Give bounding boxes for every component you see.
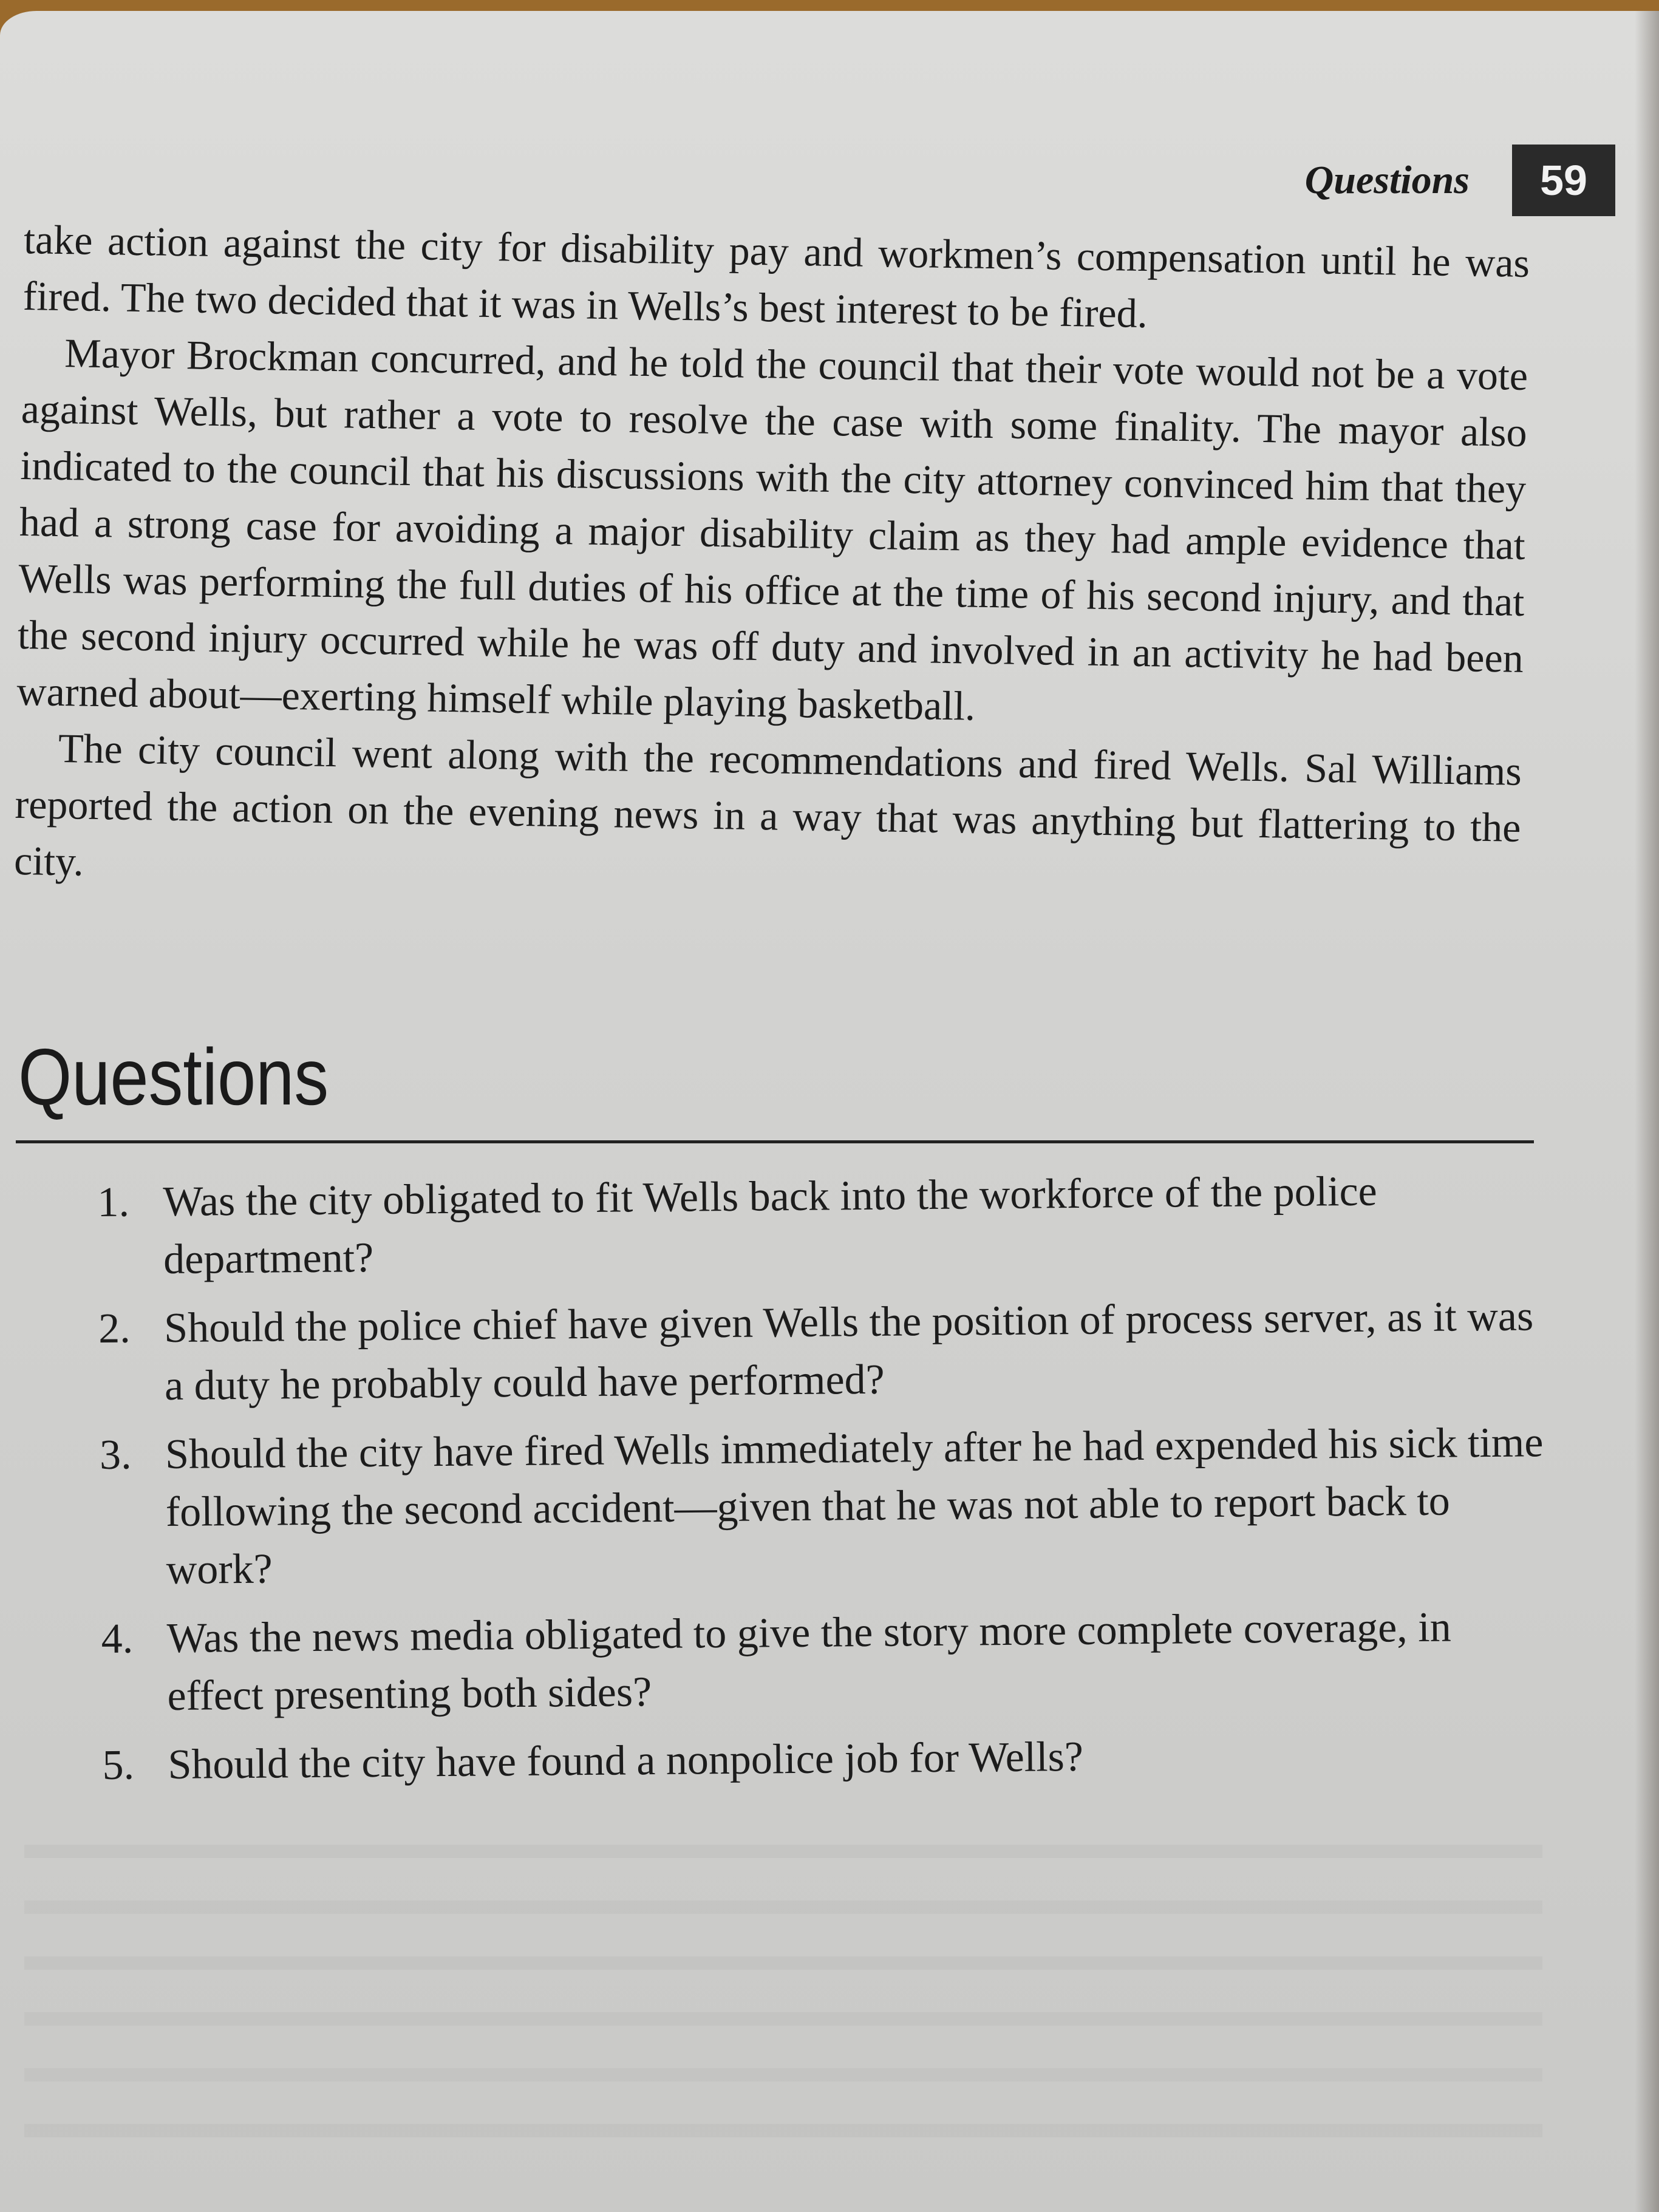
question-text: Should the police chief have given Wells the position of process server, as it was a duty he probably could have performed? xyxy=(163,1293,1534,1410)
question-number: 1. xyxy=(97,1179,130,1226)
question-number: 2. xyxy=(98,1305,131,1352)
question-number: 3. xyxy=(99,1431,132,1479)
question-item xyxy=(97,1161,1544,1289)
question-text: Was the news media obligated to give the story more complete coverage, in effect presenting both sides? xyxy=(166,1604,1452,1720)
paragraph-council: The city council went along with the recommendations and fired Wells. Sal Williams reported the action on the evening news in a way that was anything but flattering to the city. xyxy=(13,724,1522,885)
question-text: Should the city have found a nonpolice job for Wells? xyxy=(168,1733,1084,1789)
running-header xyxy=(1305,145,1615,216)
question-number: 5. xyxy=(102,1741,135,1789)
question-number: 4. xyxy=(101,1615,134,1662)
question-item xyxy=(102,1724,1548,1794)
page-number: 59 xyxy=(1512,145,1615,216)
paragraph-continued: take action against the city for disability pay and workmen’s compensation until he was fired. The two decided that it was in Wells’s best interest to be fired. xyxy=(22,216,1530,337)
paragraph-mayor: Mayor Brockman concurred, and he told the council that their vote would not be a vote against Wells, but rather a vote to resolve the case with some finality. The mayor also indicated to the council that his discussions with the city attorney convinced him that they had a strong case for avoiding a major disability claim as they had ample evidence that Wells was performing the full duties of his office at the time of his second injury, and that the second injury occurred while he was off duty and involved in an activity he had been warned about—exerting himself while playing basketball. xyxy=(16,330,1528,729)
question-text: Was the city obligated to fit Wells back into the workforce of the police department? xyxy=(163,1168,1378,1284)
question-text: Should the city have fired Wells immediately after he had expended his sick time following the second accident—given that he was not able to report back to work? xyxy=(165,1419,1544,1594)
running-title: Questions xyxy=(1304,158,1470,202)
heading-rule xyxy=(16,1140,1534,1143)
show-through-text xyxy=(24,1802,1542,2166)
question-item xyxy=(100,1414,1546,1599)
section-heading: Questions xyxy=(18,1032,329,1121)
questions-list xyxy=(97,1161,1548,1805)
book-page xyxy=(0,11,1659,2212)
question-item xyxy=(101,1598,1547,1726)
body-text xyxy=(13,211,1530,913)
question-item xyxy=(98,1287,1545,1415)
